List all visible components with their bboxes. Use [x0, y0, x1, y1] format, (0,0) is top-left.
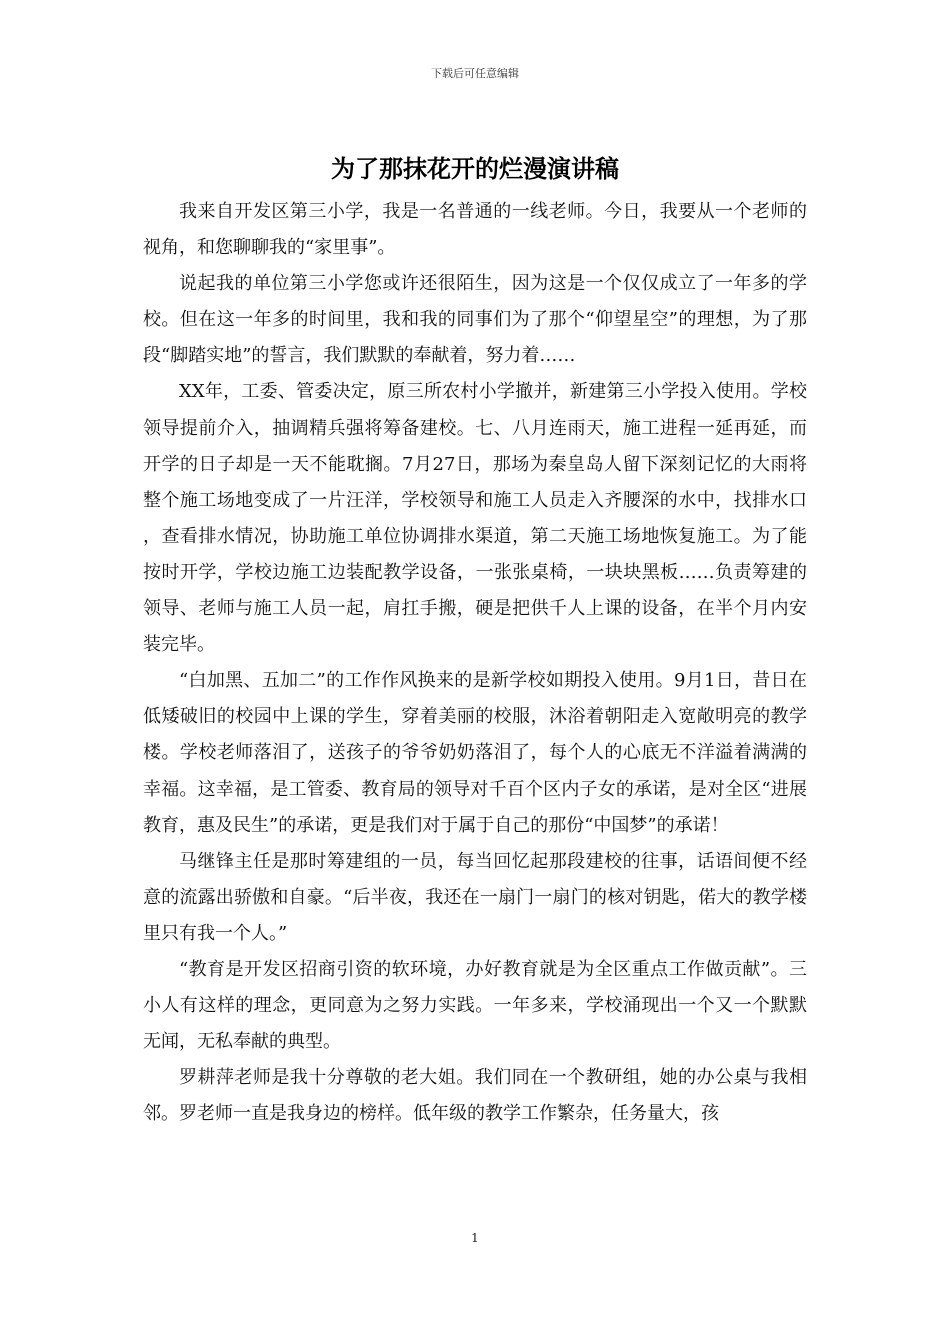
paragraph-6: “教育是开发区招商引资的软环境，办好教育就是为全区重点工作做贡献”。三小人有这样的理念，更同意为之努力实践。一年多来，学校涌现出一个又一个默默无闻，无私奉献的典型。	[143, 958, 807, 1053]
paragraph-2: 说起我的单位第三小学您或许还很陌生，因为这是一个仅仅成立了一年多的学校。但在这一年多的时间里，我和我的同事们为了那个“仰望星空”的理想，为了那段“脚踏实地”的誓言，我们默默的奉献着，努力着……	[143, 273, 807, 367]
paragraph-1: 我来自开发区第三小学，我是一名普通的一线老师。今日，我要从一个老师的视角，和您聊聊我的“家里事”。	[143, 201, 807, 259]
document-body	[143, 194, 807, 1132]
document-title: 为了那抹花开的烂漫演讲稿	[331, 155, 619, 183]
paragraph-5: 马继锋主任是那时筹建组的一员，每当回忆起那段建校的往事，话语间便不经意的流露出骄傲和自豪。“后半夜，我还在一扇门一扇门的核对钥匙，偌大的教学楼里只有我一个人。”	[143, 850, 807, 944]
paragraph-3: XX年，工委、管委决定，原三所农村小学撤并，新建第三小学投入使用。学校领导提前介入，抽调精兵强将筹备建校。七、八月连雨天，施工进程一延再延，而开学的日子却是一天不能耽搁。7月27日，那场为秦皇岛人留下深刻记忆的大雨将整个施工场地变成了一片汪洋，学校领导和施工人员走入齐腰深的水中，找排水口，查看排水情况，协助施工单位协调排水渠道，第二天施工场地恢复施工。为了能按时开学，学校边施工边装配教学设备，一张张桌椅，一块块黑板……负责筹建的领导、老师与施工人员一起，肩扛手搬，硬是把供千人上课的设备，在半个月内安装完毕。	[143, 381, 807, 656]
page-header: 下载后可任意编辑	[431, 67, 519, 80]
paragraph-4: “白加黑、五加二”的工作作风换来的是新学校如期投入使用。9月1日，昔日在低矮破旧的校园中上课的学生，穿着美丽的校服，沐浴着朝阳走入宽敞明亮的教学楼。学校老师落泪了，送孩子的爷爷奶奶落泪了，每个人的心底无不洋溢着满满的幸福。这幸福，是工管委、教育局的领导对千百个区内子女的承诺，是对全区“进展教育，惠及民生”的承诺，更是我们对于属于自己的那份“中国梦”的承诺！	[143, 670, 807, 836]
paragraph-7: 罗耕萍老师是我十分尊敬的老大姐。我们同在一个教研组，她的办公桌与我相邻。罗老师一直是我身边的榜样。低年级的教学工作繁杂，任务量大，孩	[143, 1067, 807, 1125]
page-number: 1	[471, 1231, 479, 1245]
